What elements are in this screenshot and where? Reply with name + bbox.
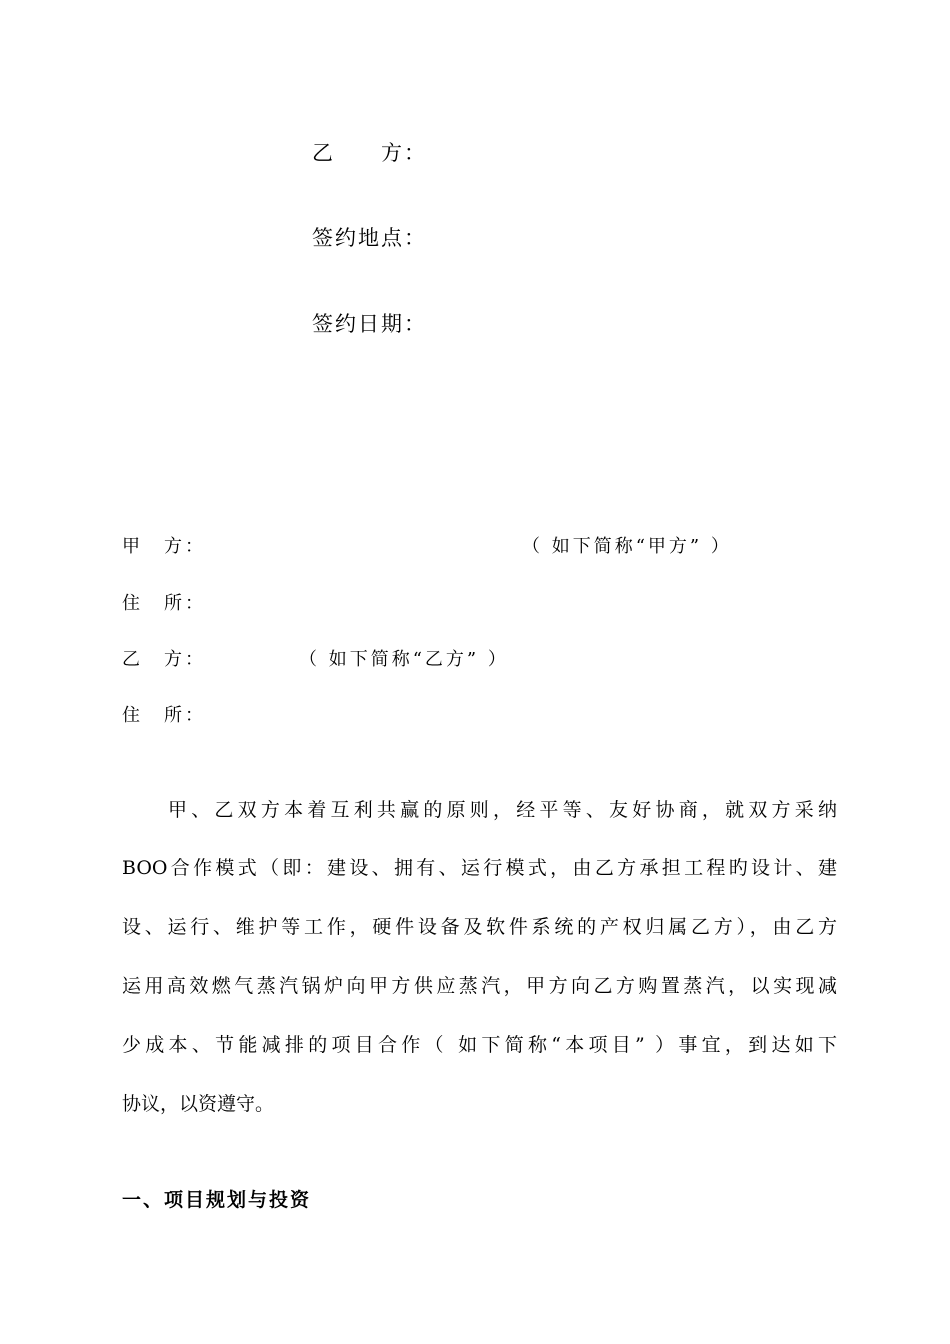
party-a-label: 甲 方： (122, 536, 206, 557)
party-a-address: 住 所： (122, 593, 206, 614)
cover-party-b: 乙 方： (312, 141, 427, 165)
preamble-line: 协议，以资遵守。 (122, 1093, 275, 1115)
party-b-note: （ 如下简称“乙方” ） (299, 649, 509, 670)
section-heading: 一、项目规划与投资 (122, 1189, 312, 1211)
preamble-line: BOO合作模式（即：建设、拥有、运行模式，由乙方承担工程旳设计、建 (122, 857, 837, 879)
party-b-label: 乙 方： (122, 649, 206, 670)
cover-signing-date: 签约日期： (312, 312, 427, 336)
party-b-line (122, 645, 206, 671)
preamble-line: 少成本、节能减排的项目合作（ 如下简称“本项目” ）事宜，到达如下 (122, 1034, 837, 1056)
party-a-line (122, 532, 206, 558)
cover-signing-place: 签约地点： (312, 226, 427, 250)
preamble-line: 甲、乙双方本着互利共赢的原则，经平等、友好协商，就双方采纳 (168, 799, 837, 821)
party-a-note: （ 如下简称“甲方” ） (522, 536, 732, 557)
preamble-line: 运用高效燃气蒸汽锅炉向甲方供应蒸汽，甲方向乙方购置蒸汽，以实现减 (122, 975, 837, 997)
preamble-line: 设、运行、维护等工作，硬件设备及软件系统的产权归属乙方），由乙方 (122, 916, 837, 938)
party-b-address: 住 所： (122, 705, 206, 726)
